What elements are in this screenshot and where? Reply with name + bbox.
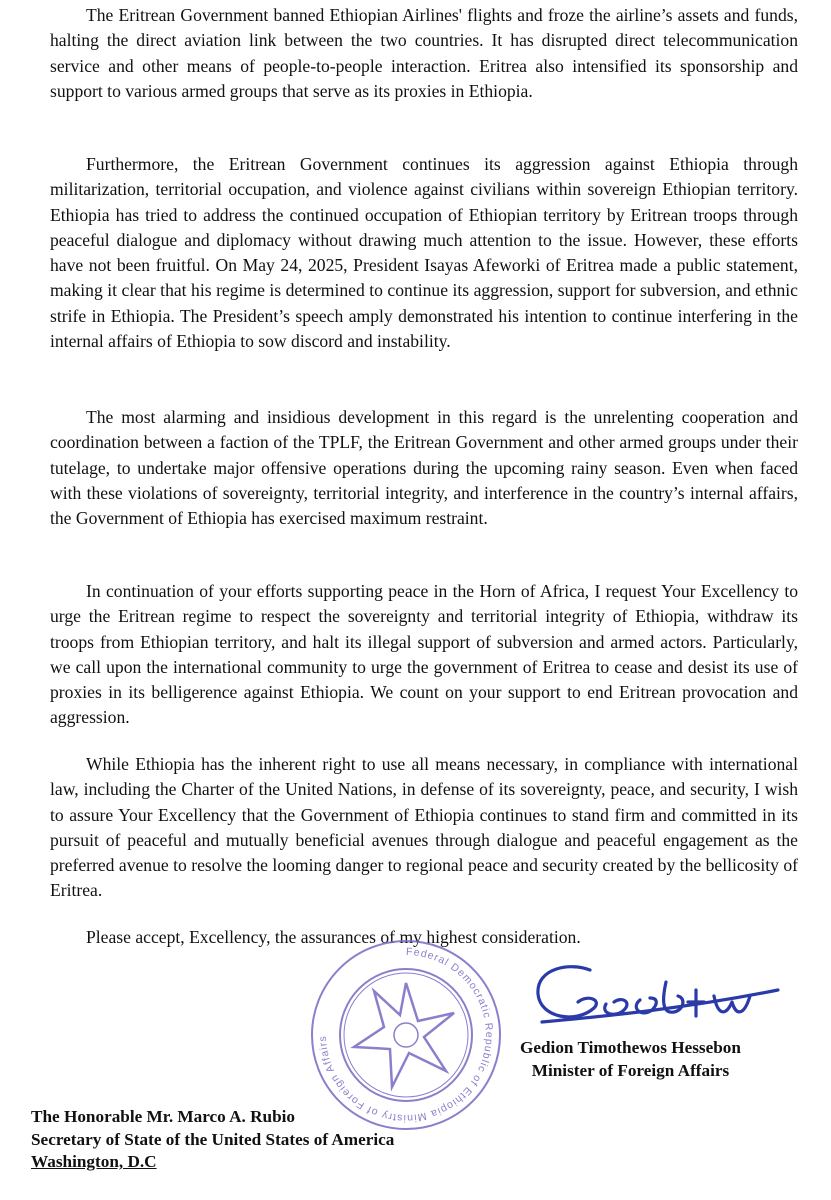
ministry-seal <box>296 935 516 1135</box>
signature-block <box>520 1036 741 1082</box>
signatory-title: Minister of Foreign Affairs <box>531 1061 730 1080</box>
signatory-name: Gedion Timothewos Hessebon <box>520 1038 741 1057</box>
paragraph-3: The most alarming and insidious development in this regard is the unrelenting cooperation and coordination between a faction of the TPLF, the Eritrean Government and other armed groups under their tutelage, to undertake major offensive operations during the upcoming rainy season. Even when faced with these violations of sovereignty, territorial integrity, and interference in the country’s internal affairs, the Government of Ethiopia has exercised maximum restraint. <box>50 407 798 529</box>
seal-text: Federal Democratic Republic of Ethiopia Ministry of Foreign Affairs <box>316 945 495 1125</box>
paragraph-4: In continuation of your efforts supporting peace in the Horn of Africa, I request Your Excellency to urge the Eritrean regime to respect the sovereignty and territorial integrity of Ethiopia, withdraw its troops from Ethiopian territory, and halt its illegal support of subversion and armed actors. Particularly, we call upon the international community to urge the government of Eritrea to cease and desist its use of proxies in its belligerence against Ethiopia. We count on your support to end Eritrean provocation and aggression. <box>50 581 798 728</box>
closing-line: Please accept, Excellency, the assurances of my highest consideration. <box>86 927 581 947</box>
paragraph-2: Furthermore, the Eritrean Government continues its aggression against Ethiopia through militarization, territorial occupation, and violence against civilians within sovereign Ethiopian territory. Ethiopia has tried to address the continued occupation of Ethiopian territory by Eritrean troops through peaceful dialogue and diplomacy without drawing much attention to the issue. However, these efforts have not been fruitful. On May 24, 2025, President Isayas Afeworki of Eritrea made a public statement, making it clear that his regime is determined to continue its aggression, support for subversion, and ethnic strife in Ethiopia. The President’s speech amply demonstrated his intention to continue interfering in the internal affairs of Ethiopia to sow discord and instability. <box>50 154 798 352</box>
addressee-location: Washington, D.C <box>31 1152 157 1171</box>
minister-signature <box>528 952 790 1034</box>
paragraph-1: The Eritrean Government banned Ethiopian Airlines' flights and froze the airline’s assets and funds, halting the direct aviation link between the two countries. It has disrupted direct telecommunication service and other means of people-to-people interaction. Eritrea also intensified its sponsorship and support to various armed groups that serve as its proxies in Ethiopia. <box>50 5 798 101</box>
addressee-name: The Honorable Mr. Marco A. Rubio <box>31 1107 296 1126</box>
addressee-title: Secretary of State of the United States of America <box>31 1129 395 1149</box>
paragraph-5: While Ethiopia has the inherent right to use all means necessary, in compliance with international law, including the Charter of the United Nations, in defense of its sovereignty, peace, and security, I wish to assure Your Excellency that the Government of Ethiopia continues to stand firm and committed in its pursuit of peaceful and mutually beneficial avenues through dialogue and peaceful engagement as the preferred avenue to resolve the looming danger to regional peace and security created by the bellicosity of Eritrea. <box>50 754 798 901</box>
addressee-block <box>31 1106 394 1174</box>
